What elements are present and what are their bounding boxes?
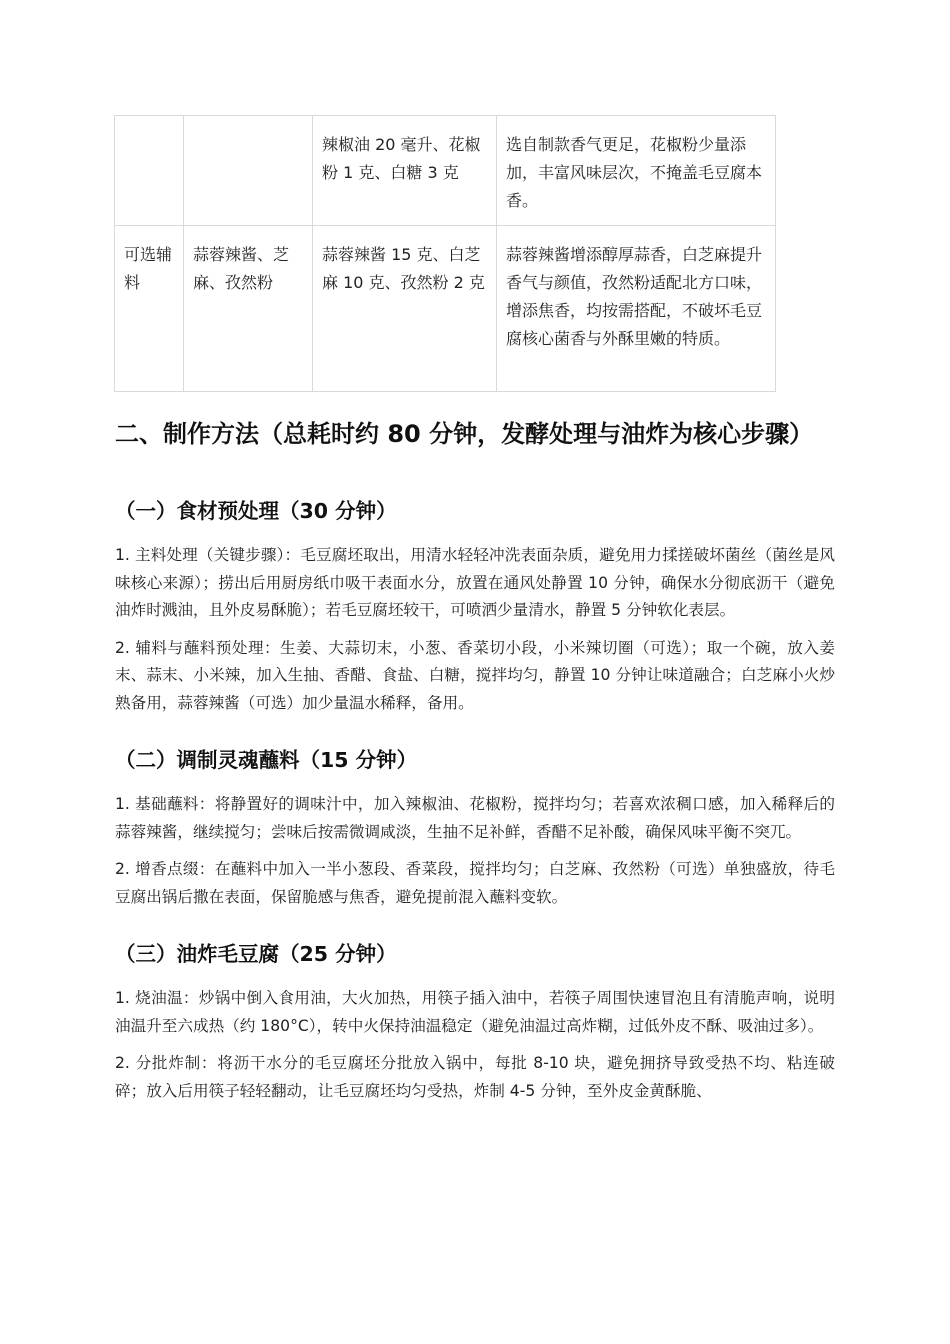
subsection-title-fry: （三）油炸毛豆腐（25 分钟）	[115, 942, 397, 966]
table-cell-note: 选自制款香气更足，花椒粉少量添加，丰富风味层次，不掩盖毛豆腐本香。	[497, 116, 776, 226]
table-cell-amount: 蒜蓉辣酱 15 克、白芝麻 10 克、孜然粉 2 克	[313, 226, 497, 392]
section-title: 二、制作方法（总耗时约 80 分钟，发酵处理与油炸为核心步骤）	[115, 420, 814, 448]
subsection-title-sauce: （二）调制灵魂蘸料（15 分钟）	[115, 748, 418, 772]
table-row	[115, 226, 776, 392]
paragraph: 1. 主料处理（关键步骤）：毛豆腐坯取出，用清水轻轻冲洗表面杂质，避免用力揉搓破坏菌丝（菌丝是风味核心来源）；捞出后用厨房纸巾吸干表面水分，放置在通风处静置 10 分钟，确保水分彻底沥干（避免油炸时溅油，且外皮易酥脆）；若毛豆腐坯较干，可喷洒少量清水，静置 5 分钟软化表层。	[115, 546, 835, 619]
method-section	[115, 416, 835, 1105]
table-cell-category	[115, 116, 184, 226]
table-cell-amount: 辣椒油 20 毫升、花椒粉 1 克、白糖 3 克	[313, 116, 497, 226]
paragraph: 1. 烧油温：炒锅中倒入食用油，大火加热，用筷子插入油中，若筷子周围快速冒泡且有清脆声响，说明油温升至六成热（约 180°C），转中火保持油温稳定（避免油温过高炸糊，过低外皮不酥、吸油过多）。	[115, 989, 835, 1035]
table-cell-items: 蒜蓉辣酱、芝麻、孜然粉	[184, 226, 313, 392]
paragraph: 2. 辅料与蘸料预处理：生姜、大蒜切末，小葱、香菜切小段，小米辣切圈（可选）；取一个碗，放入姜末、蒜末、小米辣，加入生抽、香醋、食盐、白糖，搅拌均匀，静置 10 分钟让味道融合；白芝麻小火炒熟备用，蒜蓉辣酱（可选）加少量温水稀释，备用。	[115, 638, 835, 712]
paragraph: 2. 分批炸制：将沥干水分的毛豆腐坯分批放入锅中，每批 8-10 块，避免拥挤导致受热不均、粘连破碎；放入后用筷子轻轻翻动，让毛豆腐坯均匀受热，炸制 4-5 分钟，至外皮金黄酥脆、	[115, 1054, 835, 1100]
table-row	[115, 116, 776, 226]
subsection-title-prep: （一）食材预处理（30 分钟）	[115, 499, 397, 523]
table-cell-category: 可选辅料	[115, 226, 184, 392]
paragraph: 2. 增香点缀：在蘸料中加入一半小葱段、香菜段，搅拌均匀；白芝麻、孜然粉（可选）单独盛放，待毛豆腐出锅后撒在表面，保留脆感与焦香，避免提前混入蘸料变软。	[115, 860, 835, 906]
table-cell-items	[184, 116, 313, 226]
paragraph: 1. 基础蘸料：将静置好的调味汁中，加入辣椒油、花椒粉，搅拌均匀；若喜欢浓稠口感，加入稀释后的蒜蓉辣酱，继续搅匀；尝味后按需微调咸淡，生抽不足补鲜，香醋不足补酸，确保风味平衡不突兀。	[115, 795, 835, 841]
ingredients-table	[114, 115, 776, 392]
table-cell-note: 蒜蓉辣酱增添醇厚蒜香，白芝麻提升香气与颜值，孜然粉适配北方口味，增添焦香，均按需搭配，不破坏毛豆腐核心菌香与外酥里嫩的特质。	[497, 226, 776, 392]
